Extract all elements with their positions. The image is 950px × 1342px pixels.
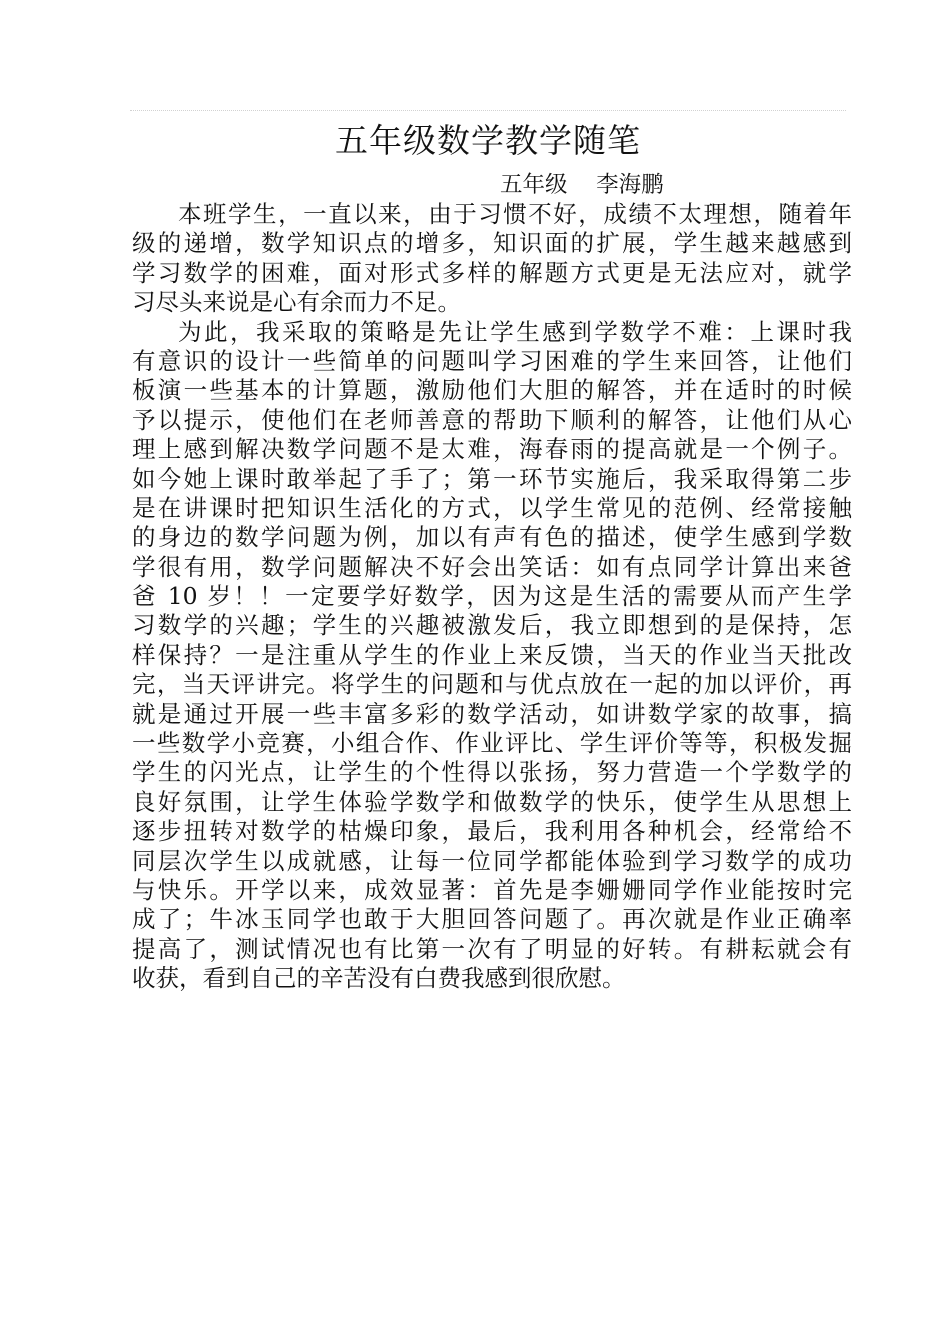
paragraph-line: 与快乐。开学以来，成效显著：首先是李姗姗同学作业能按时完 — [132, 875, 852, 904]
paragraph-1 — [132, 200, 852, 318]
paragraph-line: 一些数学小竞赛，小组合作、作业评比、学生评价等等，积极发掘 — [132, 729, 852, 758]
paragraph-line: 有意识的设计一些简单的问题叫学习困难的学生来回答，让他们 — [132, 346, 852, 375]
paragraph-line: 良好氛围，让学生体验学数学和做数学的快乐，使学生从思想上 — [132, 787, 852, 816]
paragraph-line: 予以提示，使他们在老师善意的帮助下顺利的解答，让他们从心 — [132, 405, 852, 434]
paragraph-line: 样保持？一是注重从学生的作业上来反馈，当天的作业当天批改 — [132, 640, 852, 669]
document-body — [132, 200, 852, 994]
paragraph-line: 是在讲课时把知识生活化的方式，以学生常见的范例、经常接触 — [132, 493, 852, 522]
paragraph-2 — [132, 318, 852, 994]
paragraph-line: 学习数学的困难，面对形式多样的解题方式更是无法应对，就学 — [132, 258, 852, 287]
paragraph-line: 就是通过开展一些丰富多彩的数学活动，如讲数学家的故事，搞 — [132, 699, 852, 728]
paragraph-line: 学很有用，数学问题解决不好会出笑话：如有点同学计算出来爸 — [132, 552, 852, 581]
paragraph-line: 学生的闪光点，让学生的个性得以张扬，努力营造一个学数学的 — [132, 758, 852, 787]
paragraph-line: 同层次学生以成就感，让每一位同学都能体验到学习数学的成功 — [132, 846, 852, 875]
paragraph-line: 提高了，测试情况也有比第一次有了明显的好转。有耕耘就会有 — [132, 934, 852, 963]
paragraph-line: 的身边的数学问题为例，加以有声有色的描述，使学生感到学数 — [132, 523, 852, 552]
header-divider — [130, 110, 846, 111]
paragraph-line: 理上感到解决数学问题不是太难，海春雨的提高就是一个例子。 — [132, 435, 852, 464]
paragraph-line: 本班学生，一直以来，由于习惯不好，成绩不太理想，随着年 — [178, 200, 852, 228]
paragraph-line: 如今她上课时敢举起了手了；第一环节实施后，我采取得第二步 — [132, 464, 852, 493]
paragraph-line: 完，当天评讲完。将学生的问题和与优点放在一起的加以评价，再 — [132, 670, 852, 699]
paragraph-line: 成了；牛冰玉同学也敢于大胆回答问题了。再次就是作业正确率 — [132, 905, 852, 934]
paragraph-line: 板演一些基本的计算题，激励他们大胆的解答，并在适时的时候 — [132, 376, 852, 405]
paragraph-line: 级的递增，数学知识点的增多，知识面的扩展，学生越来越感到 — [132, 229, 852, 258]
document-title: 五年级数学教学随笔 — [335, 121, 641, 160]
author-byline: 五年级 李海鹏 — [500, 172, 664, 198]
paragraph-line: 习尽头来说是心有余而力不足。 — [132, 288, 461, 317]
paragraph-line: 爸 10 岁！！一定要学好数学，因为这是生活的需要从而产生学 — [132, 582, 852, 611]
paragraph-line: 收获，看到自己的辛苦没有白费我感到很欣慰。 — [132, 964, 626, 993]
paragraph-line: 逐步扭转对数学的枯燥印象，最后，我利用各种机会，经常给不 — [132, 817, 852, 846]
paragraph-line: 习数学的兴趣；学生的兴趣被激发后，我立即想到的是保持，怎 — [132, 611, 852, 640]
paragraph-line: 为此，我采取的策略是先让学生感到学数学不难：上课时我 — [178, 317, 852, 346]
